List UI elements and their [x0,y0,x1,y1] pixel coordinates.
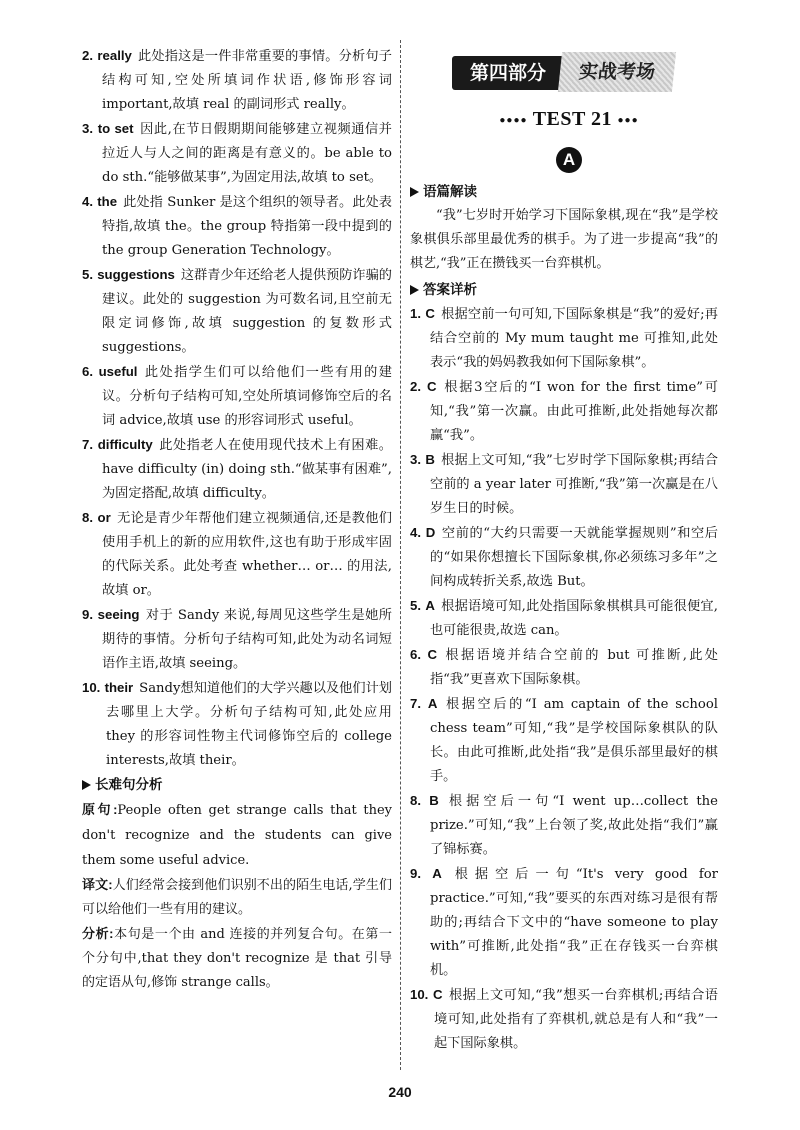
answer-number: 2. [82,48,93,63]
answer-explanation: 根据空后的“I am captain of the school chess team”可知,“我”是学校国际象棋队的队长。由此可推断,此处指“我”是俱乐部里最好的棋手。 [430,697,718,784]
answer-item [82,117,392,190]
answer-explanation: 根据空后一句“It's very good for practice.”可知,“我”要买的东西对练习是很有帮助的;再结合下文中的“have someone to play with”可推断,此处指“我”正在存钱买一台弈棋机。 [430,867,718,978]
answer-key: suggestions [97,267,175,282]
answer-key: their [104,680,134,695]
answer-number: 10. [82,680,101,695]
answer-number: 5. [82,267,93,282]
answer-explanation: 这群青少年还给老人提供预防诈骗的建议。此处的 suggestion 为可数名词,且空前无限定词修饰,故填 suggestion 的复数形式 suggestions。 [102,268,392,355]
answer-item [82,190,392,263]
answer-item [410,643,718,692]
banner-part-label: 第四部分 [452,56,564,90]
answer-number: 3. [410,452,421,467]
answer-number: 8. [82,510,93,525]
answer-number: 6. [82,364,93,379]
answer-number: 9. [410,866,421,881]
test-title-text: TEST 21 [532,108,612,130]
answer-explanation: 此处指老人在使用现代技术上有困难。have difficulty (in) doing sth.“做某事有困难”,为固定搭配,故填 difficulty。 [102,438,392,501]
answer-item [82,263,392,360]
answer-item [82,360,392,433]
answer-key: seeing [97,607,140,622]
answer-number: 7. [82,437,93,452]
answer-key: A [432,866,442,881]
answer-key: C [427,647,438,662]
answer-explanation: 根据语境可知,此处指国际象棋棋具可能很便宜,也可能很贵,故选 can。 [430,599,718,638]
answer-key: A [425,598,435,613]
reading-summary: “我”七岁时开始学习下国际象棋,现在“我”是学校象棋俱乐部里最优秀的棋手。为了进一步提高“我”的棋艺,“我”正在攒钱买一台弈棋机。 [410,208,718,271]
answer-item [410,983,718,1056]
arrow-icon [82,780,91,790]
answer-key: or [97,510,111,525]
answer-explanation: 根据空前一句可知,下国际象棋是“我”的爱好;再结合空前的 My mum taught me 可推知,此处表示“我的妈妈教我如何下国际象棋”。 [430,307,718,370]
translation [82,873,392,922]
answer-item [82,603,392,676]
answer-number: 6. [410,647,421,662]
answer-item [82,506,392,603]
answer-key: really [97,48,132,63]
answer-explanation: 根据上文可知,“我”七岁时学下国际象棋;再结合空前的 a year later 可推断,“我”第一次赢是在八岁生日的时候。 [430,453,718,516]
part-banner [452,52,676,92]
page-number: 240 [388,1084,412,1100]
answer-number: 4. [410,525,421,540]
answer-item [410,862,718,983]
answer-key: C [425,306,435,321]
answer-item [410,302,718,375]
left-answer-list [82,44,392,773]
answer-explanation: Sandy想知道他们的大学兴趣以及他们计划去哪里上大学。分析句子结构可知,此处应用 they 的形容词性物主代词修饰空后的 college interests,故填 their。 [106,681,392,768]
translation-label: 译文: [82,877,113,892]
translation-text: 人们经常会接到他们识别不出的陌生电话,学生们可以给他们一些有用的建议。 [82,878,392,917]
answer-item [410,789,718,862]
answer-number: 5. [410,598,421,613]
answer-key: to set [97,121,134,136]
title-dots-left: ●●●● [499,114,528,126]
section-a-badge: A [556,147,582,173]
answer-item [82,44,392,117]
answer-explanation: 此处指 Sunker 是这个组织的领导者。此处表特指,故填 the。the group 特指第一段中提到的 the group Generation Technology。 [102,195,392,258]
answer-item [410,521,718,594]
arrow-icon [410,285,419,295]
answer-key: A [427,696,438,711]
answers-heading: 答案详析 [410,278,718,302]
banner-title: 实战考场 [558,52,676,92]
answer-key: useful [98,364,138,379]
answer-item [410,448,718,521]
answer-explanation: 无论是青少年帮他们建立视频通信,还是教他们使用手机上的新的应用软件,这也有助于形成牢固的代际关系。此处考查 whether… or… 的用法,故填 or。 [102,511,392,598]
answer-explanation: 根据语境并结合空前的 but 可推断,此处指“我”更喜欢下国际象棋。 [430,648,718,687]
answer-item [410,594,718,643]
answer-number: 10. [410,987,429,1002]
answer-key: the [97,194,118,209]
answer-key: C [426,379,437,394]
answer-number: 1. [410,306,421,321]
answer-number: 9. [82,607,93,622]
answer-item [410,375,718,448]
answer-explanation: 此处指学生们可以给他们一些有用的建议。分析句子结构可知,空处所填词修饰空后的名词 advice,故填 use 的形容词形式 useful。 [102,365,392,428]
long-sentence-heading: 长难句分析 [82,773,392,797]
arrow-icon [410,187,419,197]
right-answer-list [410,302,718,1056]
answer-item [82,433,392,506]
answer-number: 3. [82,121,93,136]
answer-key: D [425,525,436,540]
original-text: People often get strange calls that they don't recognize and the students can give them some useful advice. [82,803,392,868]
title-dots-right: ●●● [617,114,639,126]
answer-item [410,692,718,789]
answer-explanation: 根据空后一句“I went up…collect the prize.”可知,“我”上台领了奖,故此处指“我们”赢了锦标赛。 [430,794,718,857]
answer-number: 2. [410,379,421,394]
answer-number: 7. [410,696,421,711]
left-column [82,44,392,995]
answer-explanation: 空前的“大约只需要一天就能掌握规则”和空后的“如果你想擅长下国际象棋,你必须练习多年”之间构成转折关系,故选 But。 [430,526,718,589]
answer-explanation: 根据3空后的“I won for the first time”可知,“我”第一次赢。由此可推断,此处指她每次都赢“我”。 [430,380,718,443]
answer-key: B [429,793,439,808]
analysis-label: 分析: [82,926,114,941]
answer-explanation: 对于 Sandy 来说,每周见这些学生是她所期待的事情。分析句子结构可知,此处为动名词短语作主语,故填 seeing。 [102,608,392,671]
answer-key: B [425,452,435,467]
original-label: 原句: [82,802,118,817]
answer-explanation: 因此,在节日假期期间能够建立视频通信并拉近人与人之间的距离是有意义的。be able to do sth.“能够做某事”,为固定用法,故填 to set。 [102,122,392,185]
analysis [82,922,392,995]
answer-number: 8. [410,793,421,808]
right-column [410,178,718,1056]
answer-explanation: 根据上文可知,“我”想买一台弈棋机;再结合语境可知,此处指有了弈棋机,就总是有人和“我”一起下国际象棋。 [434,988,718,1051]
original-sentence [82,797,392,873]
answer-key: difficulty [97,437,153,452]
answer-explanation: 此处指这是一件非常重要的事情。分析句子结构可知,空处所填词作状语,修饰形容词 important,故填 real 的副词形式 really。 [102,49,392,112]
test-title [474,108,664,131]
reading-heading: 语篇解读 [410,180,718,204]
column-divider [400,40,401,1070]
analysis-text: 本句是一个由 and 连接的并列复合句。在第一个分句中,that they don't recognize 是 that 引导的定语从句,修饰 strange calls。 [82,927,392,990]
answer-key: C [433,987,443,1002]
answer-item [82,676,392,773]
answer-number: 4. [82,194,93,209]
